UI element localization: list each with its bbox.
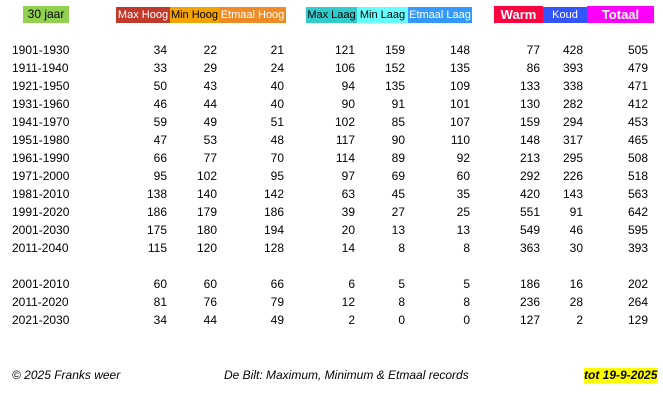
period-cell: 1951-1980 [12, 133, 70, 147]
value-koud: 46 [569, 223, 583, 237]
period-cell: 2011-2020 [12, 295, 69, 309]
value-min-laag: 159 [384, 43, 405, 57]
value-koud: 30 [569, 241, 583, 255]
value-totaal: 453 [627, 115, 648, 129]
value-etmaal-laag: 8 [463, 241, 470, 255]
value-warm: 130 [519, 97, 540, 111]
value-warm: 549 [519, 223, 540, 237]
value-max-hoog: 34 [153, 313, 167, 327]
value-etmaal-hoog: 48 [270, 133, 284, 147]
value-max-laag: 20 [341, 223, 355, 237]
value-etmaal-laag: 35 [456, 187, 470, 201]
value-max-laag: 90 [341, 97, 355, 111]
value-max-hoog: 47 [153, 133, 167, 147]
period-cell: 1921-1950 [12, 79, 70, 93]
value-min-hoog: 44 [203, 97, 217, 111]
value-koud: 295 [562, 151, 583, 165]
records-table [0, 41, 663, 329]
value-totaal: 508 [627, 151, 648, 165]
value-max-laag: 114 [335, 151, 355, 165]
table-row [0, 149, 663, 167]
value-warm: 148 [519, 133, 540, 147]
value-max-laag: 12 [341, 295, 355, 309]
table-row [0, 113, 663, 131]
table-row [0, 239, 663, 257]
value-etmaal-hoog: 95 [270, 169, 284, 183]
value-max-hoog: 59 [153, 115, 167, 129]
value-min-hoog: 76 [203, 295, 217, 309]
value-koud: 428 [562, 43, 583, 57]
header-max-laag: Max Laag [307, 9, 356, 21]
value-max-laag: 63 [341, 187, 355, 201]
period-cell: 2001-2030 [12, 223, 70, 237]
value-etmaal-laag: 110 [450, 133, 470, 147]
header-totaal: Totaal [587, 6, 654, 23]
table-row [0, 131, 663, 149]
value-min-hoog: 102 [196, 169, 217, 183]
value-max-laag: 97 [341, 169, 355, 183]
value-etmaal-laag: 92 [456, 151, 470, 165]
footer-date: tot 19-9-2025 [584, 368, 658, 382]
value-min-hoog: 49 [203, 115, 217, 129]
value-etmaal-hoog: 24 [270, 61, 284, 75]
value-totaal: 129 [627, 313, 648, 327]
value-warm: 213 [519, 151, 540, 165]
value-warm: 159 [519, 115, 540, 129]
value-etmaal-laag: 101 [449, 97, 470, 111]
value-max-hoog: 50 [153, 79, 167, 93]
table-row [0, 95, 663, 113]
value-min-laag: 27 [391, 205, 405, 219]
value-max-hoog: 138 [146, 187, 167, 201]
value-etmaal-hoog: 49 [270, 313, 284, 327]
value-etmaal-laag: 5 [463, 277, 470, 291]
value-min-laag: 89 [391, 151, 405, 165]
value-koud: 282 [562, 97, 583, 111]
value-max-hoog: 33 [153, 61, 167, 75]
value-min-hoog: 140 [196, 187, 217, 201]
value-max-laag: 121 [334, 43, 355, 57]
value-warm: 186 [519, 277, 540, 291]
value-max-laag: 102 [334, 115, 355, 129]
value-max-laag: 39 [341, 205, 355, 219]
value-max-laag: 14 [341, 241, 355, 255]
table-row [0, 185, 663, 203]
value-warm: 292 [519, 169, 540, 183]
value-totaal: 642 [627, 205, 648, 219]
value-etmaal-hoog: 79 [270, 295, 284, 309]
value-max-hoog: 34 [153, 43, 167, 57]
value-min-hoog: 43 [203, 79, 217, 93]
value-min-laag: 13 [391, 223, 405, 237]
value-min-laag: 91 [391, 97, 405, 111]
table-row [0, 167, 663, 185]
value-warm: 363 [519, 241, 540, 255]
value-max-hoog: 95 [153, 169, 167, 183]
value-min-hoog: 53 [203, 133, 217, 147]
table-row [0, 293, 663, 311]
value-totaal: 202 [627, 277, 648, 291]
value-etmaal-laag: 0 [463, 313, 470, 327]
footer-copyright: © 2025 Franks weer [12, 368, 121, 382]
value-etmaal-hoog: 40 [270, 97, 284, 111]
value-etmaal-laag: 25 [456, 205, 470, 219]
value-koud: 338 [562, 79, 583, 93]
period-cell: 1971-2000 [12, 169, 70, 183]
value-koud: 2 [576, 313, 583, 327]
header-koud: Koud [543, 7, 587, 23]
value-etmaal-hoog: 70 [270, 151, 284, 165]
value-koud: 226 [562, 169, 583, 183]
value-min-hoog: 120 [196, 241, 217, 255]
value-min-laag: 8 [398, 241, 405, 255]
value-min-laag: 45 [391, 187, 405, 201]
value-warm: 420 [519, 187, 540, 201]
value-etmaal-hoog: 40 [270, 79, 284, 93]
value-etmaal-hoog: 142 [263, 187, 284, 201]
value-totaal: 465 [627, 133, 648, 147]
period-header: 30 jaar [23, 6, 69, 23]
value-max-hoog: 81 [153, 295, 167, 309]
footer-title: De Bilt: Maximum, Minimum & Etmaal records [224, 368, 469, 382]
value-totaal: 518 [627, 169, 648, 183]
table-row [0, 221, 663, 239]
value-etmaal-laag: 60 [456, 169, 470, 183]
value-totaal: 505 [627, 43, 648, 57]
value-warm: 133 [519, 79, 540, 93]
value-totaal: 393 [627, 241, 648, 255]
value-koud: 393 [562, 61, 583, 75]
value-max-hoog: 66 [153, 151, 167, 165]
value-min-hoog: 60 [203, 277, 217, 291]
period-cell: 1941-1970 [12, 115, 70, 129]
value-min-laag: 8 [398, 295, 405, 309]
period-cell: 1981-2010 [12, 187, 70, 201]
period-cell: 1991-2020 [12, 205, 70, 219]
value-warm: 127 [519, 313, 540, 327]
value-etmaal-hoog: 21 [270, 43, 284, 57]
period-cell: 2001-2010 [12, 277, 70, 291]
value-koud: 317 [562, 133, 583, 147]
value-etmaal-laag: 135 [449, 61, 470, 75]
value-totaal: 479 [627, 61, 648, 75]
value-max-hoog: 115 [147, 241, 167, 255]
value-koud: 91 [569, 205, 583, 219]
row-spacer [0, 257, 663, 275]
value-warm: 86 [526, 61, 540, 75]
value-etmaal-hoog: 66 [270, 277, 284, 291]
header-etmaal-laag: Etmaal Laag [409, 9, 471, 21]
value-etmaal-hoog: 194 [263, 223, 284, 237]
value-max-laag: 6 [348, 277, 355, 291]
period-cell: 1961-1990 [12, 151, 70, 165]
header-max-hoog: Max Hoog [117, 9, 169, 21]
value-min-hoog: 179 [196, 205, 217, 219]
value-min-laag: 135 [384, 79, 405, 93]
value-etmaal-laag: 148 [449, 43, 470, 57]
value-koud: 143 [562, 187, 583, 201]
value-min-laag: 69 [391, 169, 405, 183]
table-row [0, 59, 663, 77]
value-totaal: 595 [627, 223, 648, 237]
header-min-hoog: Min Hoog [170, 9, 219, 21]
value-min-hoog: 22 [203, 43, 217, 57]
table-row [0, 311, 663, 329]
value-totaal: 471 [627, 79, 648, 93]
value-warm: 77 [526, 43, 540, 57]
period-cell: 1901-1930 [12, 43, 70, 57]
header-etmaal-hoog: Etmaal Hoog [220, 9, 285, 21]
period-cell: 2021-2030 [12, 313, 70, 327]
value-etmaal-laag: 13 [456, 223, 470, 237]
table-row [0, 41, 663, 59]
value-min-laag: 0 [398, 313, 405, 327]
value-totaal: 264 [627, 295, 648, 309]
value-max-hoog: 186 [146, 205, 167, 219]
table-row [0, 275, 663, 293]
value-max-laag: 106 [334, 61, 355, 75]
value-totaal: 563 [627, 187, 648, 201]
value-max-laag: 2 [348, 313, 355, 327]
value-min-hoog: 180 [196, 223, 217, 237]
value-warm: 236 [519, 295, 540, 309]
value-totaal: 412 [627, 97, 648, 111]
value-min-laag: 85 [391, 115, 405, 129]
value-koud: 294 [562, 115, 583, 129]
value-min-laag: 5 [398, 277, 405, 291]
value-min-hoog: 77 [203, 151, 217, 165]
period-cell: 1931-1960 [12, 97, 70, 111]
table-row [0, 77, 663, 95]
value-etmaal-hoog: 51 [270, 115, 284, 129]
value-max-hoog: 60 [153, 277, 167, 291]
table-row [0, 203, 663, 221]
value-max-laag: 117 [335, 133, 355, 147]
header-warm: Warm [494, 6, 543, 23]
value-koud: 16 [569, 277, 583, 291]
value-etmaal-laag: 8 [463, 295, 470, 309]
value-etmaal-laag: 107 [449, 115, 470, 129]
value-max-hoog: 175 [146, 223, 167, 237]
value-max-laag: 94 [341, 79, 355, 93]
value-max-hoog: 46 [153, 97, 167, 111]
value-min-hoog: 44 [203, 313, 217, 327]
header-min-laag: Min Laag [357, 7, 408, 23]
value-etmaal-hoog: 186 [263, 205, 284, 219]
value-etmaal-hoog: 128 [263, 241, 284, 255]
value-min-laag: 152 [384, 61, 405, 75]
value-min-laag: 90 [391, 133, 405, 147]
period-cell: 2011-2040 [12, 241, 69, 255]
value-etmaal-laag: 109 [449, 79, 470, 93]
period-cell: 1911-1940 [12, 61, 69, 75]
value-warm: 551 [519, 205, 540, 219]
value-koud: 28 [569, 295, 583, 309]
value-min-hoog: 29 [203, 61, 217, 75]
